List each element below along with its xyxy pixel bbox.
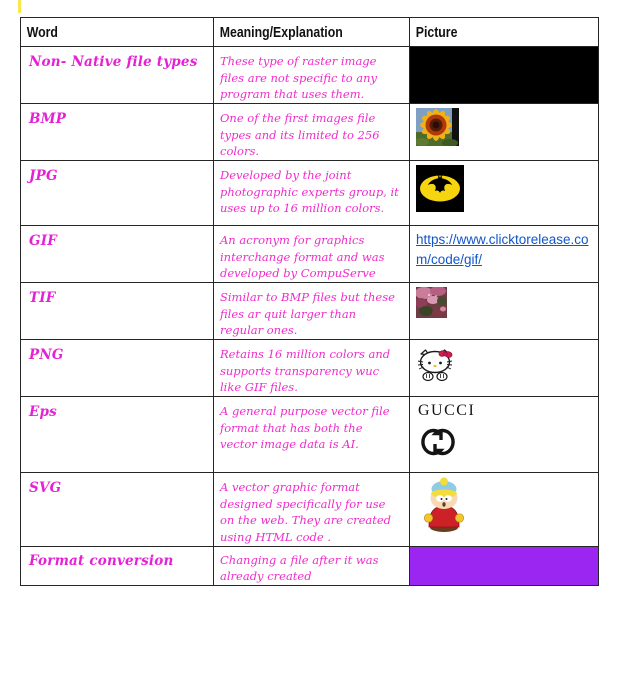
meaning-gif: An acronym for graphics interchange format and was developed by CompuServe xyxy=(220,233,385,281)
table-row xyxy=(21,226,599,283)
table-row xyxy=(21,161,599,226)
word-gif: GIF xyxy=(29,233,58,250)
table-row xyxy=(21,397,599,473)
table-row xyxy=(21,47,599,104)
word-png: PNG xyxy=(29,347,64,364)
word-tif: TIF xyxy=(29,290,56,307)
meaning-format-conversion: Changing a file after it was already created xyxy=(220,552,379,584)
black-filled-cell xyxy=(410,47,599,104)
word-bmp: BMP xyxy=(29,111,67,128)
meaning-tif: Similar to BMP files but these files ar quit larger than regular ones. xyxy=(220,290,395,338)
word-format-conversion: Format conversion xyxy=(29,552,174,569)
meaning-bmp: One of the first images file types and its limited to 256 colors. xyxy=(220,111,380,159)
cartman-image xyxy=(410,473,598,535)
meaning-svg: A vector graphic format designed specifically for use on the web. They are created using HTML code . xyxy=(220,480,392,545)
hello-kitty-image xyxy=(410,340,598,384)
purple-filled-cell xyxy=(410,546,599,585)
meaning-jpg: Developed by the joint photographic experts group, it uses up to 16 million colors. xyxy=(220,168,399,216)
gucci-gg-mark xyxy=(418,424,458,460)
table-row xyxy=(21,546,599,585)
table-header-row xyxy=(21,18,599,47)
header-label-picture: Picture xyxy=(415,23,458,41)
table-row xyxy=(21,104,599,161)
gucci-wordmark: GUCCI xyxy=(418,402,476,420)
gif-example-link[interactable]: https://www.clicktorelease.com/code/gif/ xyxy=(416,232,589,267)
meaning-eps: A general purpose vector file format that has both the vector image data is AI. xyxy=(220,404,390,452)
gucci-logo-image xyxy=(410,397,598,460)
word-eps: Eps xyxy=(29,404,57,421)
header-cell-word xyxy=(21,18,214,47)
table-row xyxy=(21,283,599,340)
word-jpg: JPG xyxy=(29,168,58,185)
header-cell-picture xyxy=(410,18,599,47)
header-label-word: Word xyxy=(26,23,58,41)
header-cell-meaning xyxy=(214,18,410,47)
file-types-table xyxy=(20,17,599,586)
meaning-non-native: These type of raster image files are not specific to any program that uses them. xyxy=(220,54,378,102)
text-cursor-marker xyxy=(18,0,21,13)
meaning-png: Retains 16 million colors and supports transparency wuc like GIF files. xyxy=(220,347,391,395)
word-non-native: Non- Native file types xyxy=(29,54,198,70)
word-svg: SVG xyxy=(29,480,62,497)
table-row xyxy=(21,340,599,397)
sunflower-image xyxy=(410,104,598,148)
batman-logo-image xyxy=(410,161,598,214)
header-label-meaning: Meaning/Explanation xyxy=(219,23,343,41)
table-row xyxy=(21,473,599,547)
pink-flowers-image xyxy=(410,283,598,320)
